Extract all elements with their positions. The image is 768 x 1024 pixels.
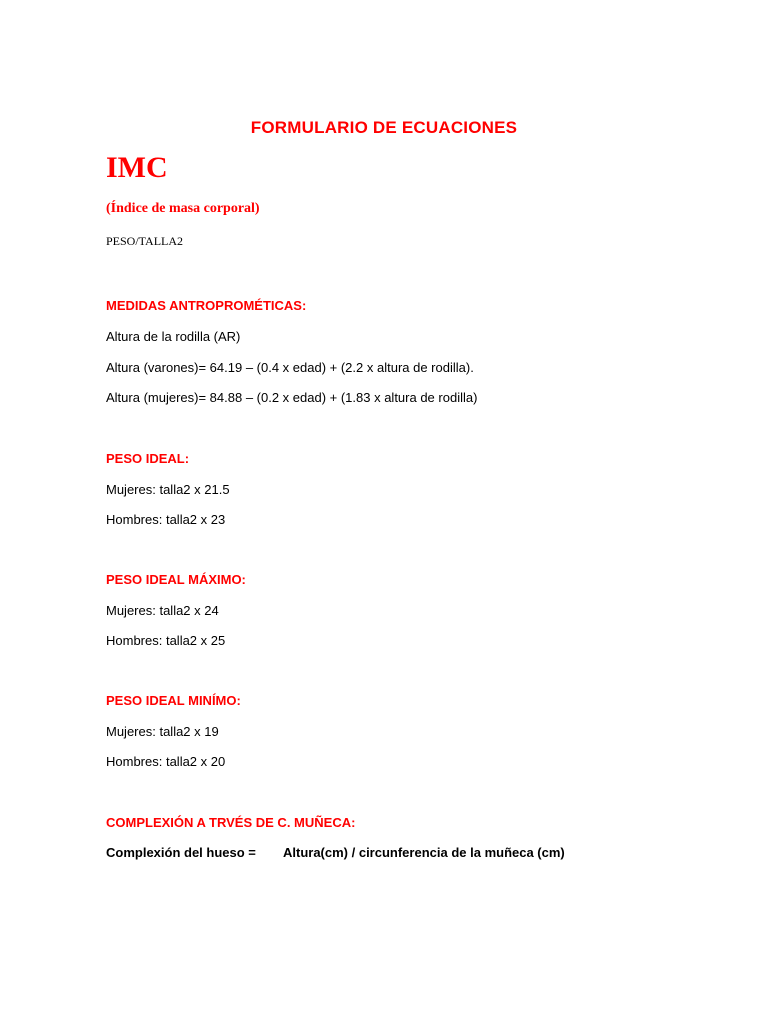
page-title: FORMULARIO DE ECUACIONES	[250, 118, 518, 137]
complexion-lhs: Complexión del hueso =	[106, 845, 256, 860]
complexion-formula	[106, 845, 565, 860]
peso-ideal-heading: PESO IDEAL:	[106, 451, 190, 466]
peso-ideal-min-line: Hombres: talla2 x 20	[106, 754, 226, 769]
imc-heading: IMC	[106, 151, 168, 184]
complexion-rhs: Altura(cm) / circunferencia de la muñeca (cm)	[283, 845, 565, 860]
complexion-heading: COMPLEXIÓN A TRVÉS DE C. MUÑECA:	[106, 815, 356, 830]
peso-ideal-line: Hombres: talla2 x 23	[106, 512, 226, 527]
medidas-line: Altura (varones)= 64.19 – (0.4 x edad) + (2.2 x altura de rodilla).	[106, 360, 474, 375]
peso-ideal-max-heading: PESO IDEAL MÁXIMO:	[106, 572, 246, 587]
imc-formula: PESO/TALLA2	[106, 234, 184, 248]
peso-ideal-max-line: Mujeres: talla2 x 24	[106, 603, 219, 618]
medidas-line: Altura (mujeres)= 84.88 – (0.2 x edad) + (1.83 x altura de rodilla)	[106, 390, 478, 405]
medidas-heading: MEDIDAS ANTROPROMÉTICAS:	[106, 298, 307, 313]
imc-subtitle: (Índice de masa corporal)	[106, 201, 260, 216]
medidas-line: Altura de la rodilla (AR)	[106, 329, 241, 344]
peso-ideal-max-line: Hombres: talla2 x 25	[106, 633, 226, 648]
peso-ideal-min-heading: PESO IDEAL MINÍMO:	[106, 693, 241, 708]
peso-ideal-line: Mujeres: talla2 x 21.5	[106, 482, 230, 497]
peso-ideal-min-line: Mujeres: talla2 x 19	[106, 724, 219, 739]
